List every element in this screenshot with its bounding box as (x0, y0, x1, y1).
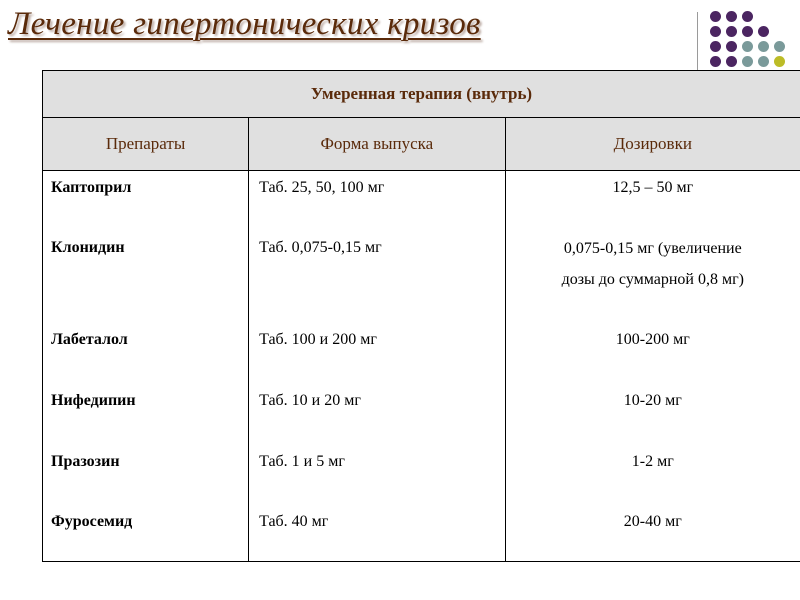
column-header-form: Форма выпуска (249, 118, 506, 171)
dosage: 0,075-0,15 мг (увеличение (563, 240, 742, 257)
decor-dot (710, 56, 721, 67)
decor-dot (710, 26, 721, 37)
drug-name: Клонидин (51, 239, 125, 256)
decor-dot (710, 41, 721, 52)
decor-dot (758, 56, 769, 67)
dosage: 20-40 мг (623, 513, 682, 530)
decor-dot (758, 26, 769, 37)
decor-dot (742, 26, 753, 37)
drug-name: Нифедипин (51, 392, 136, 409)
decor-dot (774, 56, 785, 67)
release-form: Таб. 100 и 200 мг (259, 331, 377, 348)
drug-name: Каптоприл (51, 179, 132, 196)
dosage: дозы до суммарной 0,8 мг) (561, 271, 744, 288)
doses-column (505, 171, 800, 562)
decor-dot (758, 41, 769, 52)
decor-dot (710, 11, 721, 22)
decor-dot (742, 56, 753, 67)
drug-name: Лабеталол (51, 331, 128, 348)
column-header-drugs: Препараты (43, 118, 249, 171)
release-form: Таб. 10 и 20 мг (259, 392, 361, 409)
table-caption: Умеренная терапия (внутрь) (43, 71, 800, 118)
decor-dot (742, 11, 753, 22)
decor-dot (726, 41, 737, 52)
release-form: Таб. 40 мг (259, 513, 329, 530)
page-title: Лечение гипертонических кризов (8, 6, 481, 42)
release-form: Таб. 0,075-0,15 мг (259, 239, 382, 256)
dosage: 10-20 мг (623, 392, 682, 409)
dosage: 100-200 мг (615, 331, 690, 348)
column-header-dosage: Дозировки (505, 118, 800, 171)
drugs-column (43, 171, 249, 562)
decor-dot (774, 41, 785, 52)
dosage: 1-2 мг (631, 453, 674, 470)
decor-dot (726, 11, 737, 22)
decor-dot (742, 41, 753, 52)
release-form: Таб. 25, 50, 100 мг (259, 179, 385, 196)
forms-column (249, 171, 506, 562)
release-form: Таб. 1 и 5 мг (259, 453, 345, 470)
therapy-table (42, 70, 800, 562)
decor-dot (726, 26, 737, 37)
decor-dot (726, 56, 737, 67)
drug-name: Фуросемид (51, 513, 133, 530)
dosage: 12,5 – 50 мг (612, 179, 694, 196)
drug-name: Празозин (51, 453, 120, 470)
